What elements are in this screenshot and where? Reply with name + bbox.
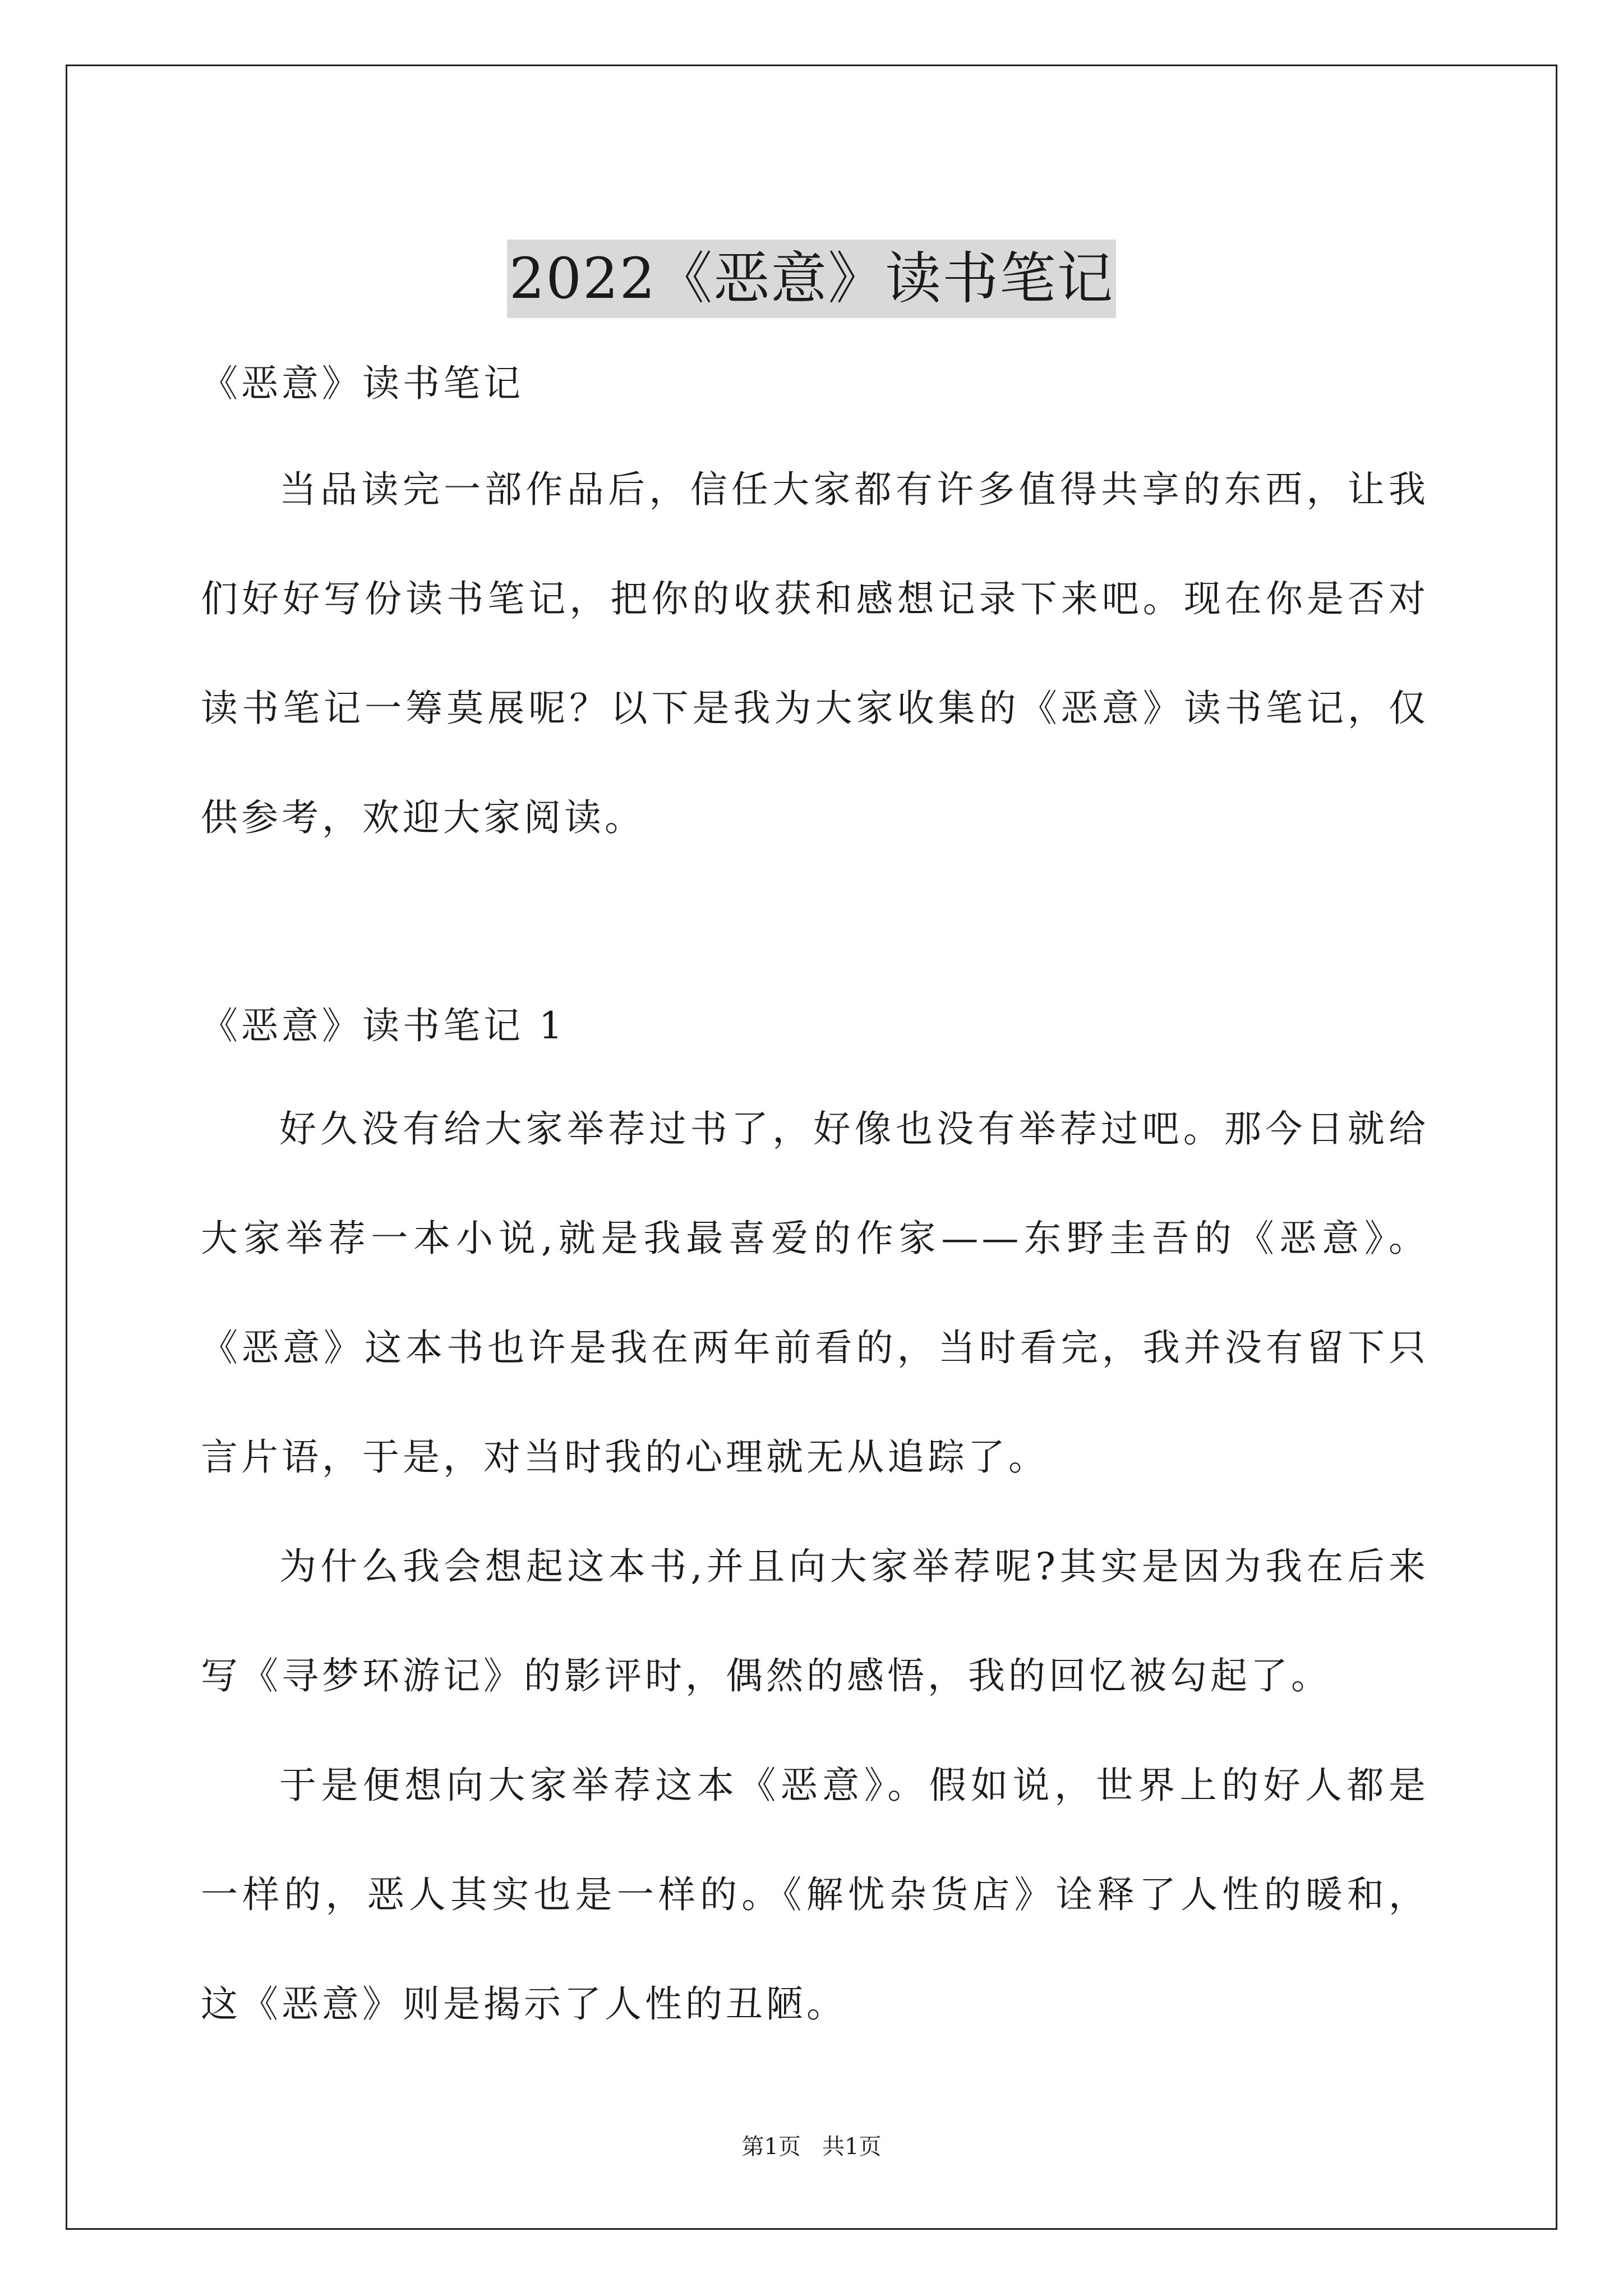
paragraph: 当品读完一部作品后，信任大家都有许多值得共享的东西，让我们好好写份读书笔记，把你的收获和感想记录下来吧。现在你是否对读书笔记一筹莫展呢？以下是我为大家收集的《恶意》读书笔记，仅供参考，欢迎大家阅读。 [201,468,1429,839]
paragraph: 为什么我会想起这本书,并且向大家举荐呢?其实是因为我在后来写《寻梦环游记》的影评时，偶然的感悟，我的回忆被勾起了。 [201,1545,1429,1697]
title-container [0,202,1623,356]
intro-heading: 《恶意》读书笔记 [201,362,524,405]
page-footer: 第1页 共1页 [741,2134,882,2160]
section-heading: 《恶意》读书笔记 1 [201,1004,566,1047]
section-body [201,1074,1429,2059]
document-title: 2022《恶意》读书笔记 [507,240,1117,318]
paragraph: 好久没有给大家举荐过书了，好像也没有举荐过吧。那今日就给大家举荐一本小说,就是我最喜爱的作家——东野圭吾的《恶意》。《恶意》这本书也许是我在两年前看的，当时看完，我并没有留下只言片语，于是，对当时我的心理就无从追踪了。 [201,1107,1429,1479]
paragraph: 于是便想向大家举荐这本《恶意》。假如说，世界上的好人都是一样的，恶人其实也是一样的。《解忧杂货店》诠释了人性的暖和，这《恶意》则是揭示了人性的丑陋。 [201,1764,1429,2026]
intro-body [201,435,1429,872]
